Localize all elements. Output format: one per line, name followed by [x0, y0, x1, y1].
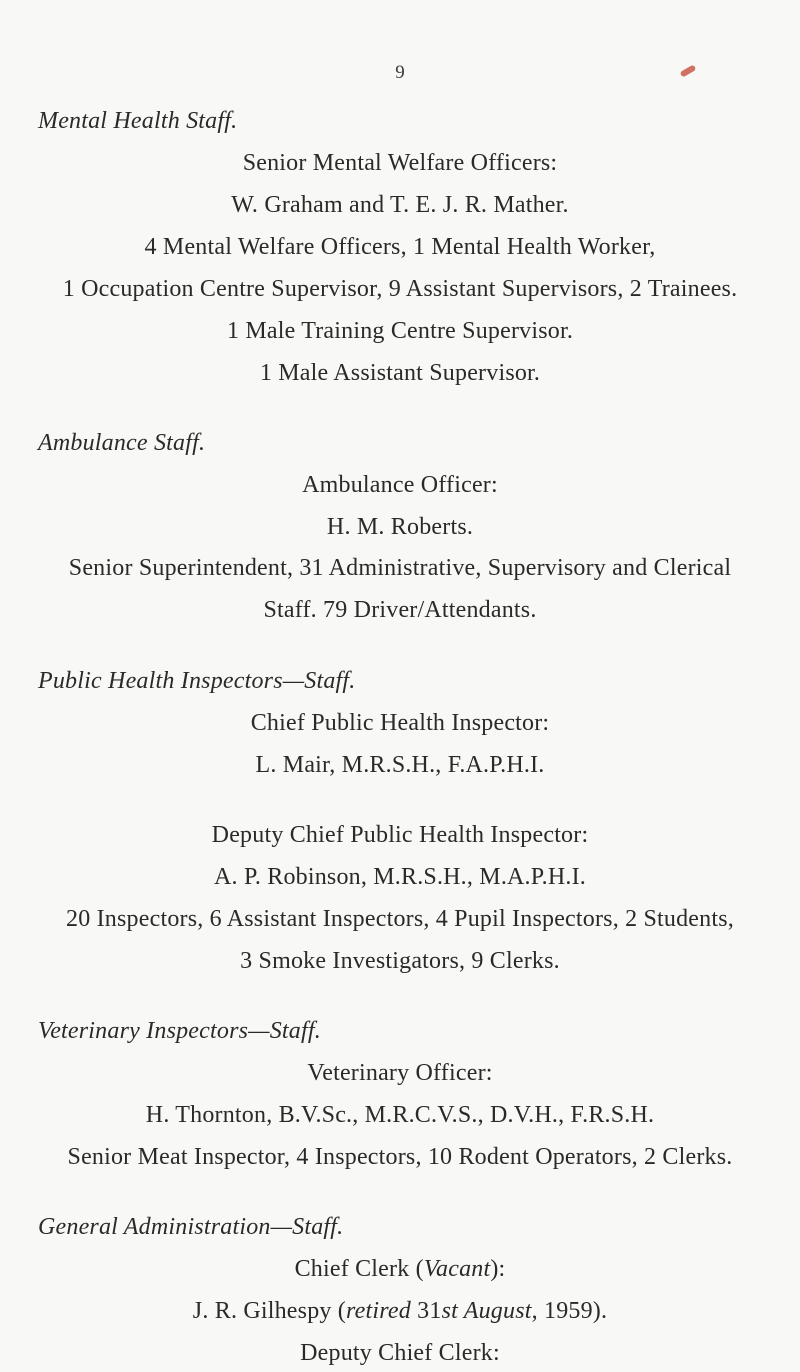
general-admin-heading: General Administration—Staff.	[38, 1214, 344, 1240]
public-health-line-6: 3 Smoke Investigators, 9 Clerks.	[240, 948, 560, 974]
general-line-3: Deputy Chief Clerk:	[300, 1340, 500, 1366]
mental-line-5: 1 Male Training Centre Supervisor.	[226, 318, 574, 344]
public-health-line-5: 20 Inspectors, 6 Assistant Inspectors, 4 Pupil Inspectors, 2 Students,	[66, 906, 734, 932]
general-line-2-a: J. R. Gilhespy (	[192, 1298, 346, 1324]
public-health-line-4: A. P. Robinson, M.R.S.H., M.A.P.H.I.	[214, 864, 586, 890]
general-line-2-e: , 1959).	[531, 1298, 608, 1324]
ambulance-line-3: Senior Superintendent, 31 Administrative, Supervisory and Clerical	[68, 555, 732, 581]
public-health-line-2: L. Mair, M.R.S.H., F.A.P.H.I.	[255, 752, 545, 778]
public-health-heading: Public Health Inspectors—Staff.	[38, 668, 356, 694]
general-line-1	[0, 1254, 800, 1284]
veterinary-line-3: Senior Meat Inspector, 4 Inspectors, 10 Rodent Operators, 2 Clerks.	[67, 1144, 733, 1170]
ambulance-line-1: Ambulance Officer:	[302, 472, 498, 498]
veterinary-heading: Veterinary Inspectors—Staff.	[38, 1018, 321, 1044]
ambulance-line-4: Staff. 79 Driver/Attendants.	[263, 597, 537, 623]
ambulance-heading: Ambulance Staff.	[38, 430, 206, 456]
ambulance-line-2: H. M. Roberts.	[326, 514, 474, 540]
general-line-2-d: st August	[441, 1298, 532, 1324]
mental-line-3: 4 Mental Welfare Officers, 1 Mental Health Worker,	[144, 234, 656, 260]
general-line-1-b: Vacant	[423, 1256, 491, 1282]
veterinary-line-2: H. Thornton, B.V.Sc., M.R.C.V.S., D.V.H., F.R.S.H.	[145, 1102, 655, 1128]
page-number: 9	[395, 62, 405, 83]
general-line-2-c: 31	[410, 1298, 442, 1324]
general-line-2	[0, 1296, 800, 1326]
public-health-line-1: Chief Public Health Inspector:	[250, 710, 550, 736]
mental-line-2: W. Graham and T. E. J. R. Mather.	[231, 192, 569, 218]
public-health-line-3: Deputy Chief Public Health Inspector:	[211, 822, 589, 848]
mental-health-heading: Mental Health Staff.	[38, 108, 238, 134]
mental-line-6: 1 Male Assistant Supervisor.	[259, 360, 541, 386]
mental-line-1: Senior Mental Welfare Officers:	[242, 150, 558, 176]
general-line-1-a: Chief Clerk (	[294, 1256, 424, 1282]
general-line-1-c: ):	[490, 1256, 506, 1282]
general-line-2-b: retired	[346, 1298, 411, 1324]
veterinary-line-1: Veterinary Officer:	[307, 1060, 493, 1086]
mental-line-4: 1 Occupation Centre Supervisor, 9 Assistant Supervisors, 2 Trainees.	[62, 276, 738, 302]
